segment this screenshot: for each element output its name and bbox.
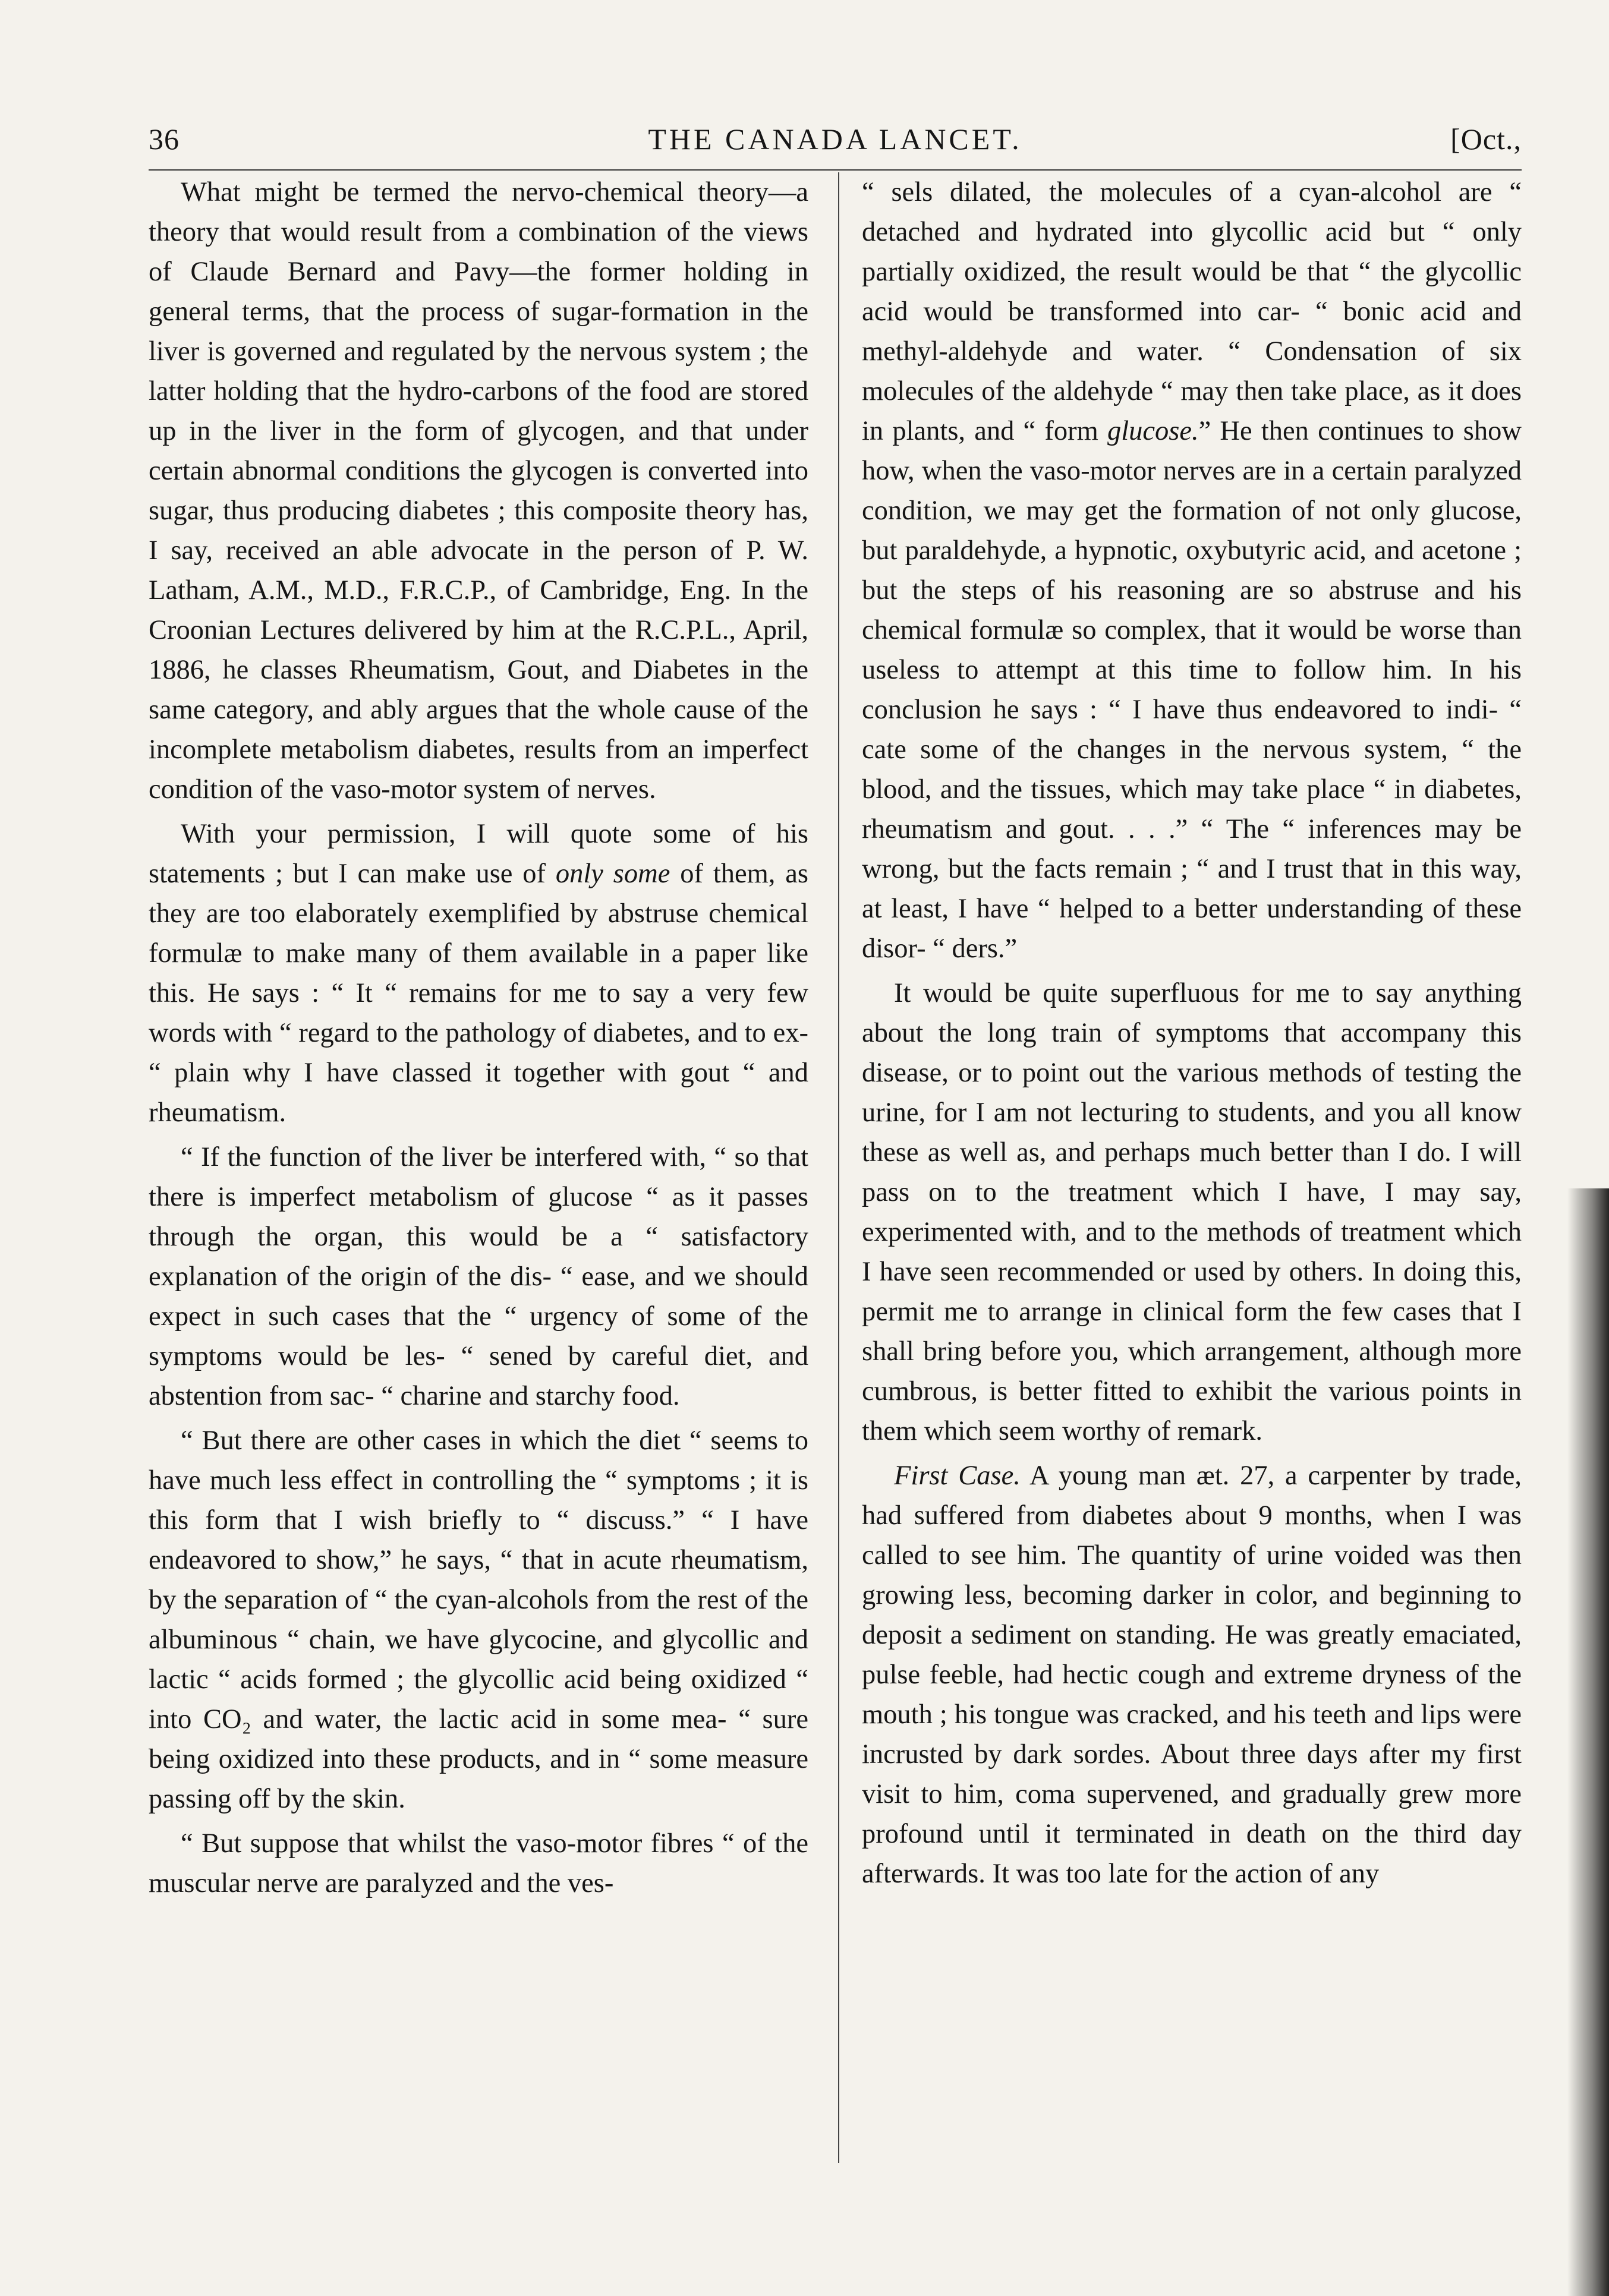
right-column xyxy=(862,172,1522,2133)
page-edge-shadow xyxy=(1567,1188,1609,2296)
left-column xyxy=(149,172,808,2133)
paragraph: It would be quite superfluous for me to say anything about the long train of symptoms that accompany this disease, or to point out the various methods of testing the urine, for I am not lecturing to students, and you all know these as well as, and perhaps much better than I do. I will pass on to the treatment which I have, I may say, experimented with, and to the methods of treatment which I have seen recommended or used by others. In doing this, permit me to arrange in clinical form the few cases that I shall bring before you, which arrangement, although more cumbrous, is better fitted to exhibit the various points in them which seem worthy of remark. xyxy=(862,978,1522,1446)
column-divider xyxy=(838,172,839,2163)
journal-title: THE CANADA LANCET. xyxy=(648,122,1022,156)
page-number: 36 xyxy=(149,122,180,156)
paragraph: What might be termed the nervo-chemical theory—a theory that would result from a combination of the views of Claude Bernard and Pavy—the former holding in general terms, that the process of sugar-formation in the liver is governed and regulated by the nervous system ; the latter holding that the hydro-carbons of the food are stored up in the liver in the form of glycogen, and that under certain abnormal conditions the glycogen is converted into sugar, thus producing diabetes ; this composite theory has, I say, received an able advocate in the person of P. W. Latham, A.M., M.D., F.R.C.P., of Cambridge, Eng. In the Croonian Lectures delivered by him at the R.C.P.L., April, 1886, he classes Rheumatism, Gout, and Diabetes in the same category, and ably argues that the whole cause of the incomplete metabolism diabetes, results from an imperfect condition of the vaso-motor system of nerves. xyxy=(149,177,808,805)
header-rule xyxy=(149,169,1522,171)
issue-month: [Oct., xyxy=(1450,122,1522,156)
paragraph: “ But suppose that whilst the vaso-motor fibres “ of the muscular nerve are paralyzed and the ves- xyxy=(149,1828,808,1898)
paragraph: “ sels dilated, the molecules of a cyan-alcohol are “ detached and hydrated into glycollic acid but “ only partially oxidized, the result would be that “ the glycollic acid would be transformed into car- “ bonic acid and methyl-aldehyde and water. “ Condensation of six molecules of the aldehyde “ may then take place, as it does in plants, and “ form glucose.” He then continues to show how, when the vaso-motor nerves are in a certain paralyzed condition, we may get the formation of not only glucose, but paraldehyde, a hypnotic, oxybutyric acid, and acetone ; but the steps of his reasoning are so abstruse and his chemical formulæ so complex, that it would be worse than useless to attempt at this time to follow him. In his conclusion he says : “ I have thus endeavored to indi- “ cate some of the changes in the nervous system, “ the blood, and the tissues, which may take place “ in diabetes, rheumatism and gout. . . .” “ The “ inferences may be wrong, but the facts remain ; “ and I trust that in this way, at least, I have “ helped to a better understanding of these disor- “ ders.” xyxy=(862,177,1522,964)
paragraph: “ But there are other cases in which the diet “ seems to have much less effect in controlling the “ symptoms ; it is this form that I wish briefly to “ discuss.” “ I have endeavored to show,” he says, “ that in acute rheumatism, by the separation of “ the cyan-alcohols from the rest of the albuminous “ chain, we have glycocine, and glycollic and lactic “ acids formed ; the glycollic acid being oxidized “ into CO₂ and water, the lactic acid in some mea- “ sure being oxidized into these products, and in “ some measure passing off by the skin. xyxy=(149,1425,808,1814)
running-header xyxy=(149,122,1522,169)
paragraph: With your permission, I will quote some of his statements ; but I can make use of only some of them, as they are too elaborately exemplified by abstruse chemical formulæ to make many of them available in a paper like this. He says : “ It “ remains for me to say a very few words with “ regard to the pathology of diabetes, and to ex- “ plain why I have classed it together with gout “ and rheumatism. xyxy=(149,819,809,1128)
paragraph: “ If the function of the liver be interfered with, “ so that there is imperfect metabolism of glucose “ as it passes through the organ, this would be a “ satisfactory explanation of the origin of the dis- “ ease, and we should expect in such cases that the “ urgency of some of the symptoms would be les- “ sened by careful diet, and abstention from sac- “ charine and starchy food. xyxy=(149,1142,808,1411)
paragraph: First Case. A young man æt. 27, a carpenter by trade, had suffered from diabetes about 9 months, when I was called to see him. The quantity of urine voided was then growing less, becoming darker in color, and beginning to deposit a sediment on standing. He was greatly emaciated, pulse feeble, had hectic cough and extreme dryness of the mouth ; his tongue was cracked, and his teeth and lips were incrusted by dark sordes. About three days after my first visit to him, coma supervened, and gradually grew more profound until it terminated in death on the third day afterwards. It was too late for the action of any xyxy=(862,1461,1522,1889)
